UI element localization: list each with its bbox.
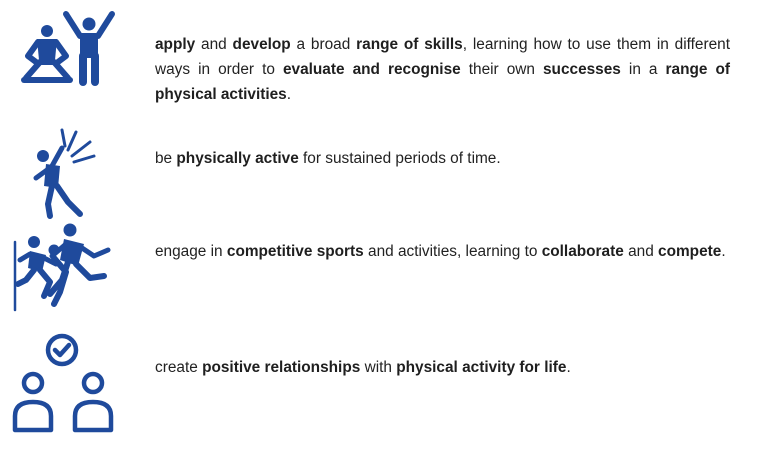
people-with-checkmark-icon [10,330,120,440]
text-run: for sustained periods of time. [298,150,501,167]
aim-row-active [0,115,757,225]
racing-runners-icon [10,220,120,315]
text-run: . [721,243,726,260]
text-run: in a [620,61,666,78]
aim-row-relationships [0,330,757,450]
text-run: be [155,150,177,167]
text-run: , learning how to use them in different ways in order to [155,36,730,78]
bold-phrase: range of physical activities [155,61,730,103]
energetic-dancer-icon [10,120,120,225]
bold-phrase: range of skills [356,36,463,53]
bold-phrase: apply [155,36,196,53]
text-run: and [195,36,233,53]
aim-text [155,355,730,380]
bold-phrase: compete [658,243,722,260]
bold-phrase: physically active [176,150,299,167]
aim-row-competitive [0,220,757,320]
bold-phrase: competitive sports [226,243,364,260]
text-run: with [360,359,397,376]
text-run: engage in [155,243,227,260]
aim-row-skills [0,0,757,105]
text-run: their own [460,61,543,78]
text-run: . [286,86,292,103]
bold-phrase: develop [232,36,291,53]
bold-phrase: successes [542,61,621,78]
aim-text [155,146,730,171]
bold-phrase: physical activity for life [396,359,567,376]
bold-phrase: evaluate and recognise [282,61,461,78]
yoga-and-cheer-figures-icon [10,8,120,90]
text-run: and [623,243,659,260]
bold-phrase: collaborate [541,243,624,260]
bold-phrase: positive relationships [202,359,361,376]
text-run: . [566,359,571,376]
text-run: and activities, learning to [363,243,542,260]
text-run: create [155,359,203,376]
aim-text [155,239,730,264]
text-run: a broad [290,36,357,53]
aim-text [155,32,730,107]
